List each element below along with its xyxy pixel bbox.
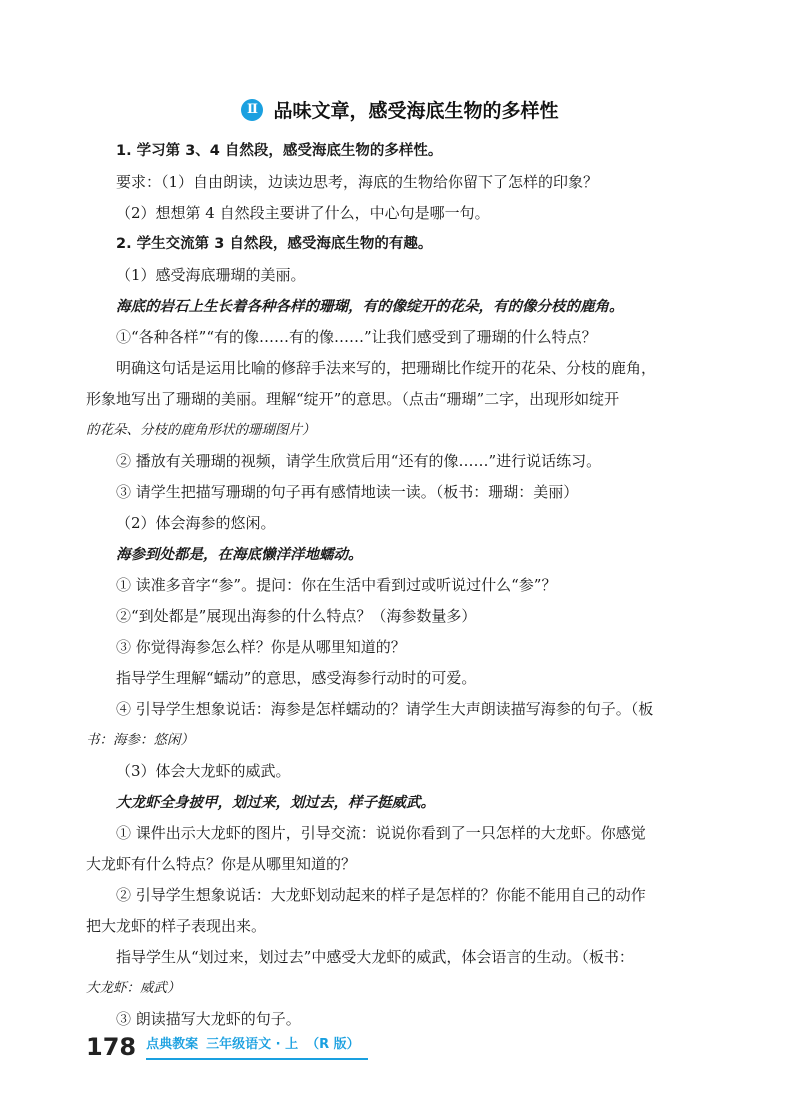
quoted-sentence: 海底的岩石上生长着各种各样的珊瑚，有的像绽开的花朵，有的像分枝的鹿角。 bbox=[116, 298, 624, 315]
paragraph-line: （1）感受海底珊瑚的美丽。 bbox=[116, 266, 306, 284]
paragraph-line: 指导学生理解“蠕动”的意思，感受海参行动时的可爱。 bbox=[116, 669, 477, 687]
section-title: 品味文章，感受海底生物的多样性 bbox=[273, 100, 559, 122]
page-footer bbox=[86, 1030, 368, 1060]
paragraph-line: 形象地写出了珊瑚的美丽。理解“绽开”的意思。（点击“珊瑚”二字，出现形如绽开 bbox=[86, 390, 620, 408]
paragraph-line: 大龙虾有什么特点？你是从哪里知道的？ bbox=[86, 855, 357, 873]
paragraph-line: ① 读准多音字“参”。提问：你在生活中看到过或听说过什么“参”？ bbox=[116, 576, 557, 594]
paragraph-line: （2）体会海参的悠闲。 bbox=[116, 514, 276, 532]
paragraph-line: 明确这句话是运用比喻的修辞手法来写的，把珊瑚比作绽开的花朵、分枝的鹿角， bbox=[116, 359, 657, 377]
paragraph-line: （3）体会大龙虾的威武。 bbox=[116, 762, 291, 780]
quoted-sentence: 海参到处都是，在海底懒洋洋地蠕动。 bbox=[116, 546, 363, 563]
paragraph-line: ① 课件出示大龙虾的图片，引导交流：说说你看到了一只怎样的大龙虾。你感觉 bbox=[116, 824, 646, 842]
book-edition: （R 版） bbox=[306, 1037, 360, 1052]
book-name: 点典教案 bbox=[146, 1037, 199, 1052]
paragraph-line: ② 引导学生想象说话：大龙虾划动起来的样子是怎样的？你能不能用自己的动作 bbox=[116, 886, 646, 904]
paragraph-line: ③ 请学生把描写珊瑚的句子再有感情地读一读。（板书：珊瑚：美丽） bbox=[116, 483, 579, 501]
lesson-content bbox=[86, 136, 708, 1035]
paragraph-line: 指导学生从“划过来，划过去”中感受大龙虾的威武，体会语言的生动。（板书： bbox=[116, 948, 634, 966]
roman-numeral-badge: Ⅱ bbox=[241, 99, 263, 121]
paragraph-line: ② 播放有关珊瑚的视频，请学生欣赏后用“还有的像……”进行说话练习。 bbox=[116, 452, 602, 470]
paragraph-line: 把大龙虾的样子表现出来。 bbox=[86, 917, 267, 935]
step-heading: 1. 学习第 3、4 自然段，感受海底生物的多样性。 bbox=[116, 143, 443, 159]
paragraph-line: ③ 你觉得海参怎么样？你是从哪里知道的？ bbox=[116, 638, 406, 656]
section-heading bbox=[0, 96, 800, 123]
book-grade: 三年级语文 · 上 bbox=[206, 1037, 299, 1052]
quoted-sentence: 大龙虾全身披甲，划过来，划过去，样子挺威武。 bbox=[116, 794, 435, 811]
paragraph-line: ④ 引导学生想象说话：海参是怎样蠕动的？请学生大声朗读描写海参的句子。（板 bbox=[116, 700, 654, 718]
paragraph-line: ①“各种各样”“有的像……有的像……”让我们感受到了珊瑚的什么特点？ bbox=[116, 328, 597, 346]
paragraph-line: 的花朵、分枝的鹿角形状的珊瑚图片） bbox=[86, 422, 316, 438]
paragraph-line: 要求：（1）自由朗读，边读边思考，海底的生物给你留下了怎样的印象？ bbox=[116, 173, 599, 191]
paragraph-line: 大龙虾：威武） bbox=[86, 980, 181, 996]
page-number: 178 bbox=[86, 1033, 137, 1061]
book-title bbox=[146, 1037, 368, 1060]
paragraph-line: （2）想想第 4 自然段主要讲了什么，中心句是哪一句。 bbox=[116, 204, 490, 222]
step-heading: 2. 学生交流第 3 自然段，感受海底生物的有趣。 bbox=[116, 236, 433, 252]
paragraph-line: 书：海参：悠闲） bbox=[86, 732, 194, 748]
paragraph-line: ③ 朗读描写大龙虾的句子。 bbox=[116, 1010, 301, 1028]
paragraph-line: ②“到处都是”展现出海参的什么特点？（海参数量多） bbox=[116, 607, 477, 625]
